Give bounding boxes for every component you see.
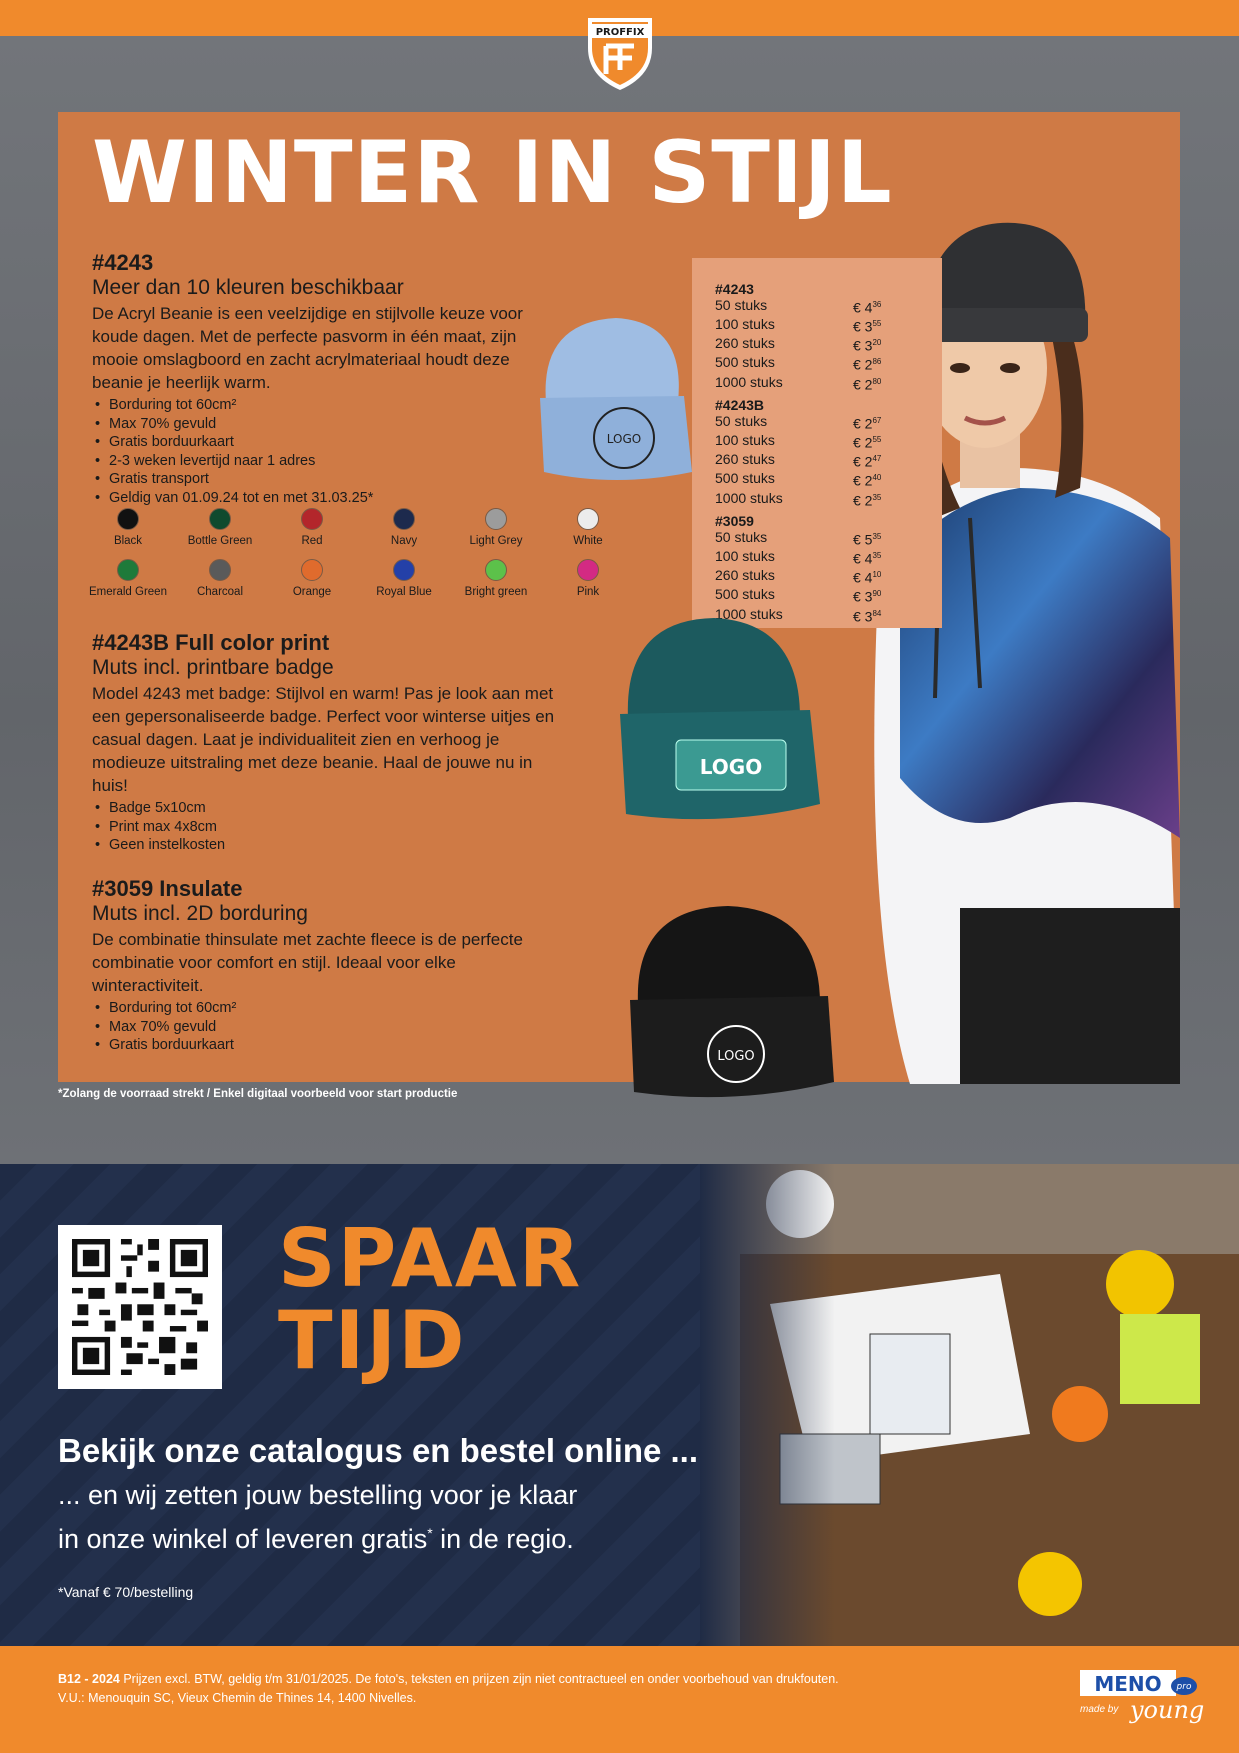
- price-qty: 500 stuks: [715, 586, 775, 603]
- price-value: € $2^{35}$: [853, 492, 882, 509]
- price-row: [715, 335, 915, 354]
- swatch[interactable]: [450, 559, 542, 598]
- price-row: [715, 490, 915, 509]
- legal-line1: B12 - 2024 Prijzen excl. BTW, geldig t/m 31/01/2025. De foto's, teksten en prijzen zijn niet contractueel en onder voorbehoud van drukfouten.: [58, 1672, 839, 1686]
- product-subtitle: Muts incl. 2D borduring: [92, 902, 308, 925]
- price-qty: 500 stuks: [715, 354, 775, 371]
- bullet: • Max 70% gevuld: [92, 1018, 562, 1037]
- price-qty: 50 stuks: [715, 529, 768, 545]
- swatch-dot: [209, 508, 231, 530]
- product-sku: #3059 Insulate: [92, 876, 243, 901]
- proffix-logo-text: PROFFIX: [595, 27, 645, 38]
- legal-text: [58, 1670, 839, 1708]
- svg-text:LOGO: LOGO: [717, 1049, 755, 1064]
- price-value: € $4^{10}$: [853, 569, 882, 586]
- svg-text:MENO: MENO: [1094, 1672, 1162, 1696]
- swatch-name: Red: [301, 535, 323, 547]
- price-value: € $4^{35}$: [853, 550, 882, 567]
- made-by-label: made by: [1080, 1704, 1119, 1715]
- swatch-name: Orange: [292, 586, 332, 598]
- bullet: • Geen instelkosten: [92, 836, 562, 855]
- price-group-4243b: [715, 397, 915, 509]
- swatch-name: Light Grey: [469, 535, 523, 547]
- swatch-name: Bright green: [464, 586, 528, 598]
- swatch-dot: [301, 508, 323, 530]
- price-value: € $2^{86}$: [853, 357, 882, 374]
- swatch-dot: [485, 508, 507, 530]
- proffix-logo: [582, 14, 658, 92]
- price-qty: 100 stuks: [715, 316, 775, 333]
- product-subtitle: Meer dan 10 kleuren beschikbaar: [92, 276, 404, 299]
- swatch[interactable]: [82, 559, 174, 598]
- product-bullets: [92, 999, 562, 1055]
- qr-code[interactable]: [58, 1225, 222, 1389]
- swatch-name: Black: [113, 535, 143, 547]
- promo-title-line1: SPAAR: [278, 1212, 583, 1305]
- price-qty: 100 stuks: [715, 548, 775, 565]
- bullet: • Max 70% gevuld: [92, 415, 562, 434]
- price-group-title: #4243: [715, 281, 754, 297]
- swatch[interactable]: [174, 559, 266, 598]
- swatch-name: Royal Blue: [376, 586, 432, 598]
- product-sku: #4243: [92, 250, 154, 275]
- beanie-teal-badge-image: [614, 614, 824, 828]
- cta-heading: Bekijk onze catalogus en bestel online ...: [58, 1432, 699, 1469]
- product-subtitle: Muts incl. printbare badge: [92, 656, 334, 679]
- price-row: [715, 413, 915, 432]
- promo-title-line2: TIJD: [278, 1294, 467, 1387]
- bullet: • Badge 5x10cm: [92, 799, 562, 818]
- price-row: [715, 297, 915, 316]
- price-qty: 100 stuks: [715, 432, 775, 449]
- price-row: [715, 548, 915, 567]
- product-4243b: [92, 630, 562, 855]
- cta-line1: ... en wij zetten jouw bestelling voor je klaar: [58, 1480, 578, 1510]
- swatch-dot: [393, 508, 415, 530]
- swatch-dot: [393, 559, 415, 581]
- swatch-name: Bottle Green: [187, 535, 253, 547]
- product-description: De combinatie thinsulate met zachte fleece is de perfecte combinatie voor comfort en stijl. Ideaal voor elke winteractiviteit.: [92, 930, 523, 995]
- swatch-name: Pink: [576, 586, 600, 598]
- price-row: [715, 586, 915, 605]
- product-description: Model 4243 met badge: Stijlvol en warm! Pas je look aan met een gepersonaliseerde badge. Perfect voor winterse uitjes en casual dagen. Laat je individualiteit zien en verhoog je modieuze uitstraling met deze beanie. Haal de jouwe nu in huis!: [92, 684, 555, 795]
- swatch[interactable]: [174, 508, 266, 547]
- price-qty: 1000 stuks: [715, 489, 783, 506]
- swatch-dot: [117, 508, 139, 530]
- bullet: • Borduring tot 60cm²: [92, 999, 562, 1018]
- price-group-4243: [715, 281, 915, 393]
- price-row: [715, 316, 915, 335]
- price-qty: 500 stuks: [715, 470, 775, 487]
- swatch-dot: [301, 559, 323, 581]
- product-bullets: [92, 396, 562, 507]
- swatch[interactable]: [542, 559, 634, 598]
- bullet: • Gratis borduurkaart: [92, 433, 562, 452]
- bullet: • Borduring tot 60cm²: [92, 396, 562, 415]
- price-qty: 1000 stuks: [715, 373, 783, 390]
- svg-text:pro: pro: [1176, 1682, 1192, 1692]
- product-sku: #4243B Full color print: [92, 630, 330, 655]
- swatch-name: Charcoal: [196, 586, 244, 598]
- price-row: [715, 529, 915, 548]
- price-value: € $2^{80}$: [853, 376, 882, 393]
- price-value: € $4^{36}$: [853, 299, 882, 316]
- swatch-name: White: [573, 535, 603, 547]
- price-qty: 1000 stuks: [715, 605, 783, 622]
- price-row: [715, 451, 915, 470]
- swatch[interactable]: [450, 508, 542, 547]
- price-qty: 260 stuks: [715, 567, 775, 584]
- svg-text:LOGO: LOGO: [699, 755, 763, 779]
- beanie-light-blue-image: [526, 312, 702, 488]
- product-description: De Acryl Beanie is een veelzijdige en stijlvolle keuze voor koude dagen. Met de perfecte pasvorm in één maat, zijn mooie omslagboord en zacht acrylmateriaal houdt deze beanie je heerlijk warm.: [92, 304, 523, 392]
- price-value: € $3^{55}$: [853, 318, 882, 335]
- swatch[interactable]: [358, 559, 450, 598]
- price-group-3059: [715, 513, 915, 625]
- price-row: [715, 354, 915, 373]
- price-qty: 260 stuks: [715, 451, 775, 468]
- swatch-dot: [577, 559, 599, 581]
- price-value: € $3^{84}$: [853, 608, 882, 625]
- swatch-name: Emerald Green: [89, 586, 167, 598]
- swatch-dot: [209, 559, 231, 581]
- price-group-title: #3059: [715, 513, 754, 529]
- price-value: € $3^{20}$: [853, 337, 882, 354]
- cta-line2: in onze winkel of leveren gratis* in de regio.: [58, 1524, 574, 1554]
- swatch[interactable]: [82, 508, 174, 547]
- price-qty: 260 stuks: [715, 335, 775, 352]
- price-qty: 50 stuks: [715, 297, 768, 313]
- product-bullets: [92, 799, 562, 855]
- price-value: € $2^{67}$: [853, 415, 882, 432]
- swatch-dot: [117, 559, 139, 581]
- svg-text:LOGO: LOGO: [606, 432, 642, 446]
- product-4243: [92, 250, 562, 507]
- swatch[interactable]: [266, 508, 358, 547]
- promo-title: [278, 1212, 583, 1387]
- product-3059: [92, 876, 562, 1055]
- price-value: € $2^{55}$: [853, 434, 882, 451]
- bullet: • Gratis transport: [92, 470, 562, 489]
- price-row: [715, 374, 915, 393]
- bullet: • Print max 4x8cm: [92, 818, 562, 837]
- bullet: • 2-3 weken levertijd naar 1 adres: [92, 452, 562, 471]
- swatch-dot: [577, 508, 599, 530]
- price-group-title: #4243B: [715, 397, 765, 413]
- swatch[interactable]: [358, 508, 450, 547]
- headline: WINTER IN STIJL: [92, 123, 893, 223]
- bullet: • Geldig van 01.09.24 tot en met 31.03.25*: [92, 489, 562, 508]
- meno-logo: [1080, 1668, 1198, 1698]
- price-value: € $2^{47}$: [853, 453, 882, 470]
- price-value: € $2^{40}$: [853, 473, 882, 490]
- price-value: € $3^{90}$: [853, 589, 882, 606]
- price-row: [715, 470, 915, 489]
- cta-note: *Vanaf € 70/bestelling: [58, 1584, 194, 1600]
- beanie-black-image: [624, 904, 834, 1106]
- swatch-dot: [485, 559, 507, 581]
- color-swatches: [82, 508, 642, 598]
- young-logo: young: [1130, 1696, 1205, 1724]
- workers-photo: [700, 1164, 1239, 1646]
- price-row: [715, 567, 915, 586]
- swatch[interactable]: [542, 508, 634, 547]
- cta-text: [58, 1476, 577, 1558]
- swatch-name: Navy: [390, 535, 418, 547]
- legal-line2: V.U.: Menouquin SC, Vieux Chemin de Thines 14, 1400 Nivelles.: [58, 1691, 417, 1705]
- price-qty: 50 stuks: [715, 413, 768, 429]
- bullet: • Gratis borduurkaart: [92, 1036, 562, 1055]
- price-row: [715, 432, 915, 451]
- swatch[interactable]: [266, 559, 358, 598]
- price-value: € $5^{35}$: [853, 531, 882, 548]
- footnote: *Zolang de voorraad strekt / Enkel digitaal voorbeeld voor start productie: [58, 1088, 458, 1100]
